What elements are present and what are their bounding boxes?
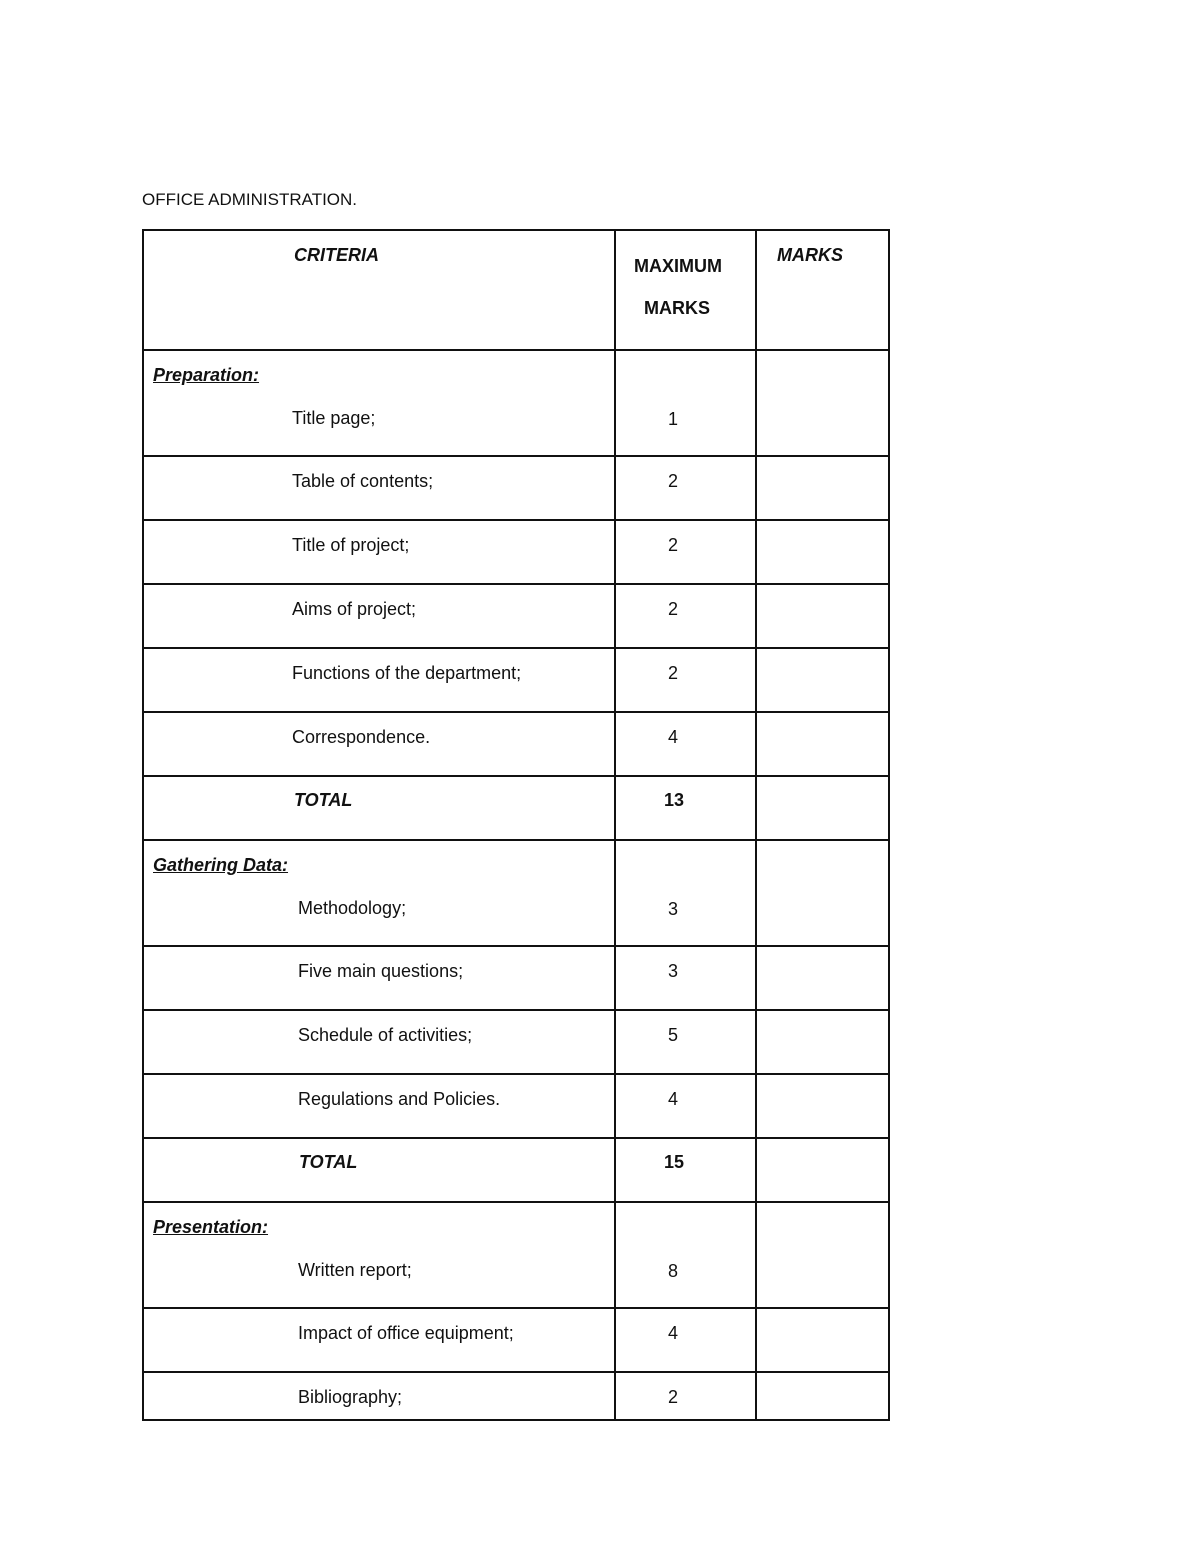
section-row-preparation: [143, 350, 889, 456]
max-marks-value: 1: [668, 409, 679, 429]
marks-cell[interactable]: [756, 776, 889, 840]
max-marks-value: 2: [668, 663, 679, 683]
criteria-text: Schedule of activities;: [298, 1025, 473, 1045]
criteria-text: Correspondence.: [292, 727, 431, 747]
maximum-marks-header-line2: MARKS: [644, 298, 710, 318]
criteria-text: Regulations and Policies.: [298, 1089, 501, 1109]
max-marks-value: 2: [668, 1387, 679, 1407]
max-marks-value: 8: [668, 1261, 679, 1281]
marks-cell[interactable]: [756, 1010, 889, 1074]
total-max-value: 13: [664, 790, 685, 810]
criteria-text: Five main questions;: [298, 961, 464, 981]
criteria-cell: [143, 1202, 615, 1308]
marks-header: MARKS: [756, 230, 889, 350]
table-row: [143, 584, 889, 648]
max-marks-value: 2: [668, 535, 679, 555]
document-title: OFFICE ADMINISTRATION.: [142, 190, 358, 209]
marks-cell[interactable]: [756, 648, 889, 712]
max-marks-cell: [615, 840, 756, 946]
marks-cell[interactable]: [756, 1372, 889, 1420]
criteria-text: Methodology;: [298, 898, 407, 918]
marks-cell[interactable]: [756, 1202, 889, 1308]
section-label-preparation: Preparation:: [153, 365, 260, 385]
section-row-presentation: [143, 1202, 889, 1308]
criteria-text: Bibliography;: [298, 1387, 403, 1407]
marks-cell[interactable]: [756, 350, 889, 456]
criteria-text: Title page;: [292, 408, 376, 428]
marks-cell[interactable]: [756, 1308, 889, 1372]
marks-cell[interactable]: [756, 1074, 889, 1138]
marking-rubric-table: [142, 229, 890, 1421]
criteria-cell: [143, 350, 615, 456]
max-marks-value: 3: [668, 961, 679, 981]
table-row: [143, 1074, 889, 1138]
maximum-marks-header-line1: MAXIMUM: [634, 256, 722, 276]
criteria-text: Table of contents;: [292, 471, 434, 491]
max-marks-cell: [615, 1202, 756, 1308]
max-marks-value: 2: [668, 599, 679, 619]
table-row: [143, 1372, 889, 1420]
max-marks-value: 5: [668, 1025, 679, 1045]
max-marks-value: 3: [668, 899, 679, 919]
total-label: TOTAL: [299, 1152, 358, 1172]
criteria-text: Aims of project;: [292, 599, 417, 619]
criteria-text: Written report;: [298, 1260, 412, 1280]
table-row: [143, 1308, 889, 1372]
table-row: [143, 456, 889, 520]
criteria-text: Impact of office equipment;: [298, 1323, 514, 1343]
max-marks-value: 4: [668, 727, 679, 747]
max-marks-value: 4: [668, 1323, 679, 1343]
marks-cell[interactable]: [756, 946, 889, 1010]
marks-cell[interactable]: [756, 456, 889, 520]
marks-cell[interactable]: [756, 1138, 889, 1202]
section-label-gathering-data: Gathering Data:: [153, 855, 289, 875]
table-row: [143, 648, 889, 712]
total-max-value: 15: [664, 1152, 685, 1172]
criteria-text: Title of project;: [292, 535, 410, 555]
maximum-marks-header: [615, 230, 756, 350]
marks-cell[interactable]: [756, 712, 889, 776]
table-row: [143, 1010, 889, 1074]
total-row-preparation: [143, 776, 889, 840]
marks-cell[interactable]: [756, 840, 889, 946]
criteria-text: Functions of the department;: [292, 663, 522, 683]
max-marks-value: 4: [668, 1089, 679, 1109]
section-label-presentation: Presentation:: [153, 1217, 269, 1237]
marks-cell[interactable]: [756, 584, 889, 648]
section-row-gathering-data: [143, 840, 889, 946]
total-label: TOTAL: [294, 790, 353, 810]
max-marks-value: 2: [668, 471, 679, 491]
criteria-cell: [143, 840, 615, 946]
marks-cell[interactable]: [756, 520, 889, 584]
table-row: [143, 520, 889, 584]
table-row: [143, 946, 889, 1010]
table-row: [143, 712, 889, 776]
table-header-row: [143, 230, 889, 350]
criteria-header: CRITERIA: [143, 230, 615, 350]
total-row-gathering-data: [143, 1138, 889, 1202]
max-marks-cell: [615, 350, 756, 456]
